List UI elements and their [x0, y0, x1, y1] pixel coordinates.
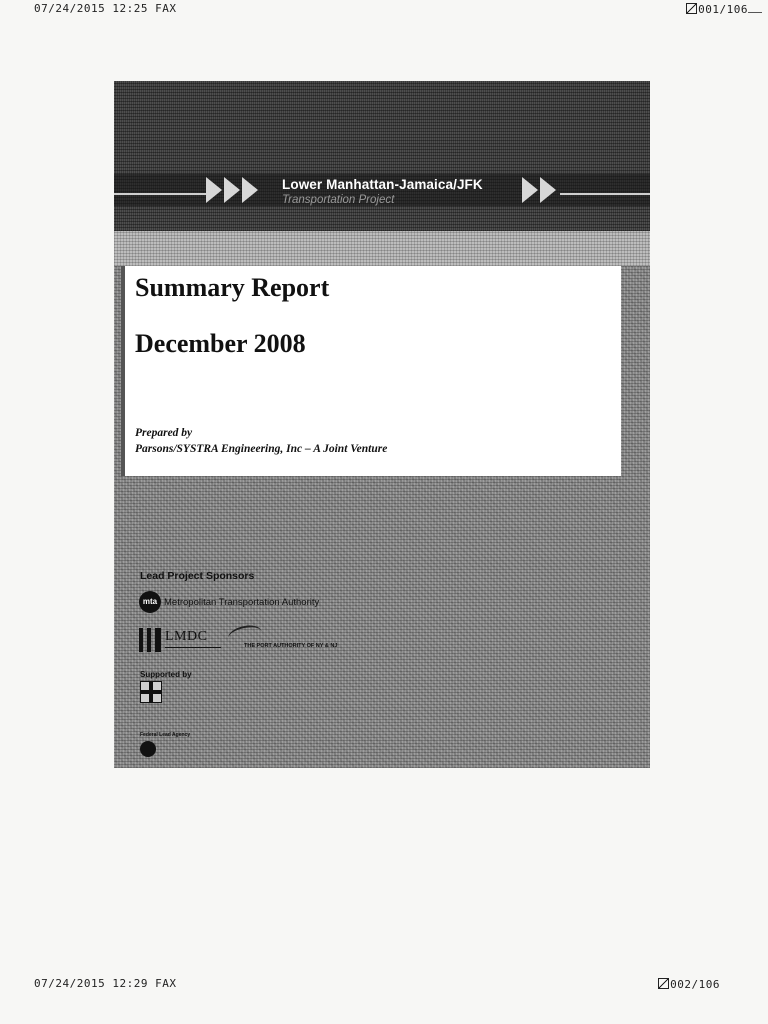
- fax-page-number: 001/106: [698, 3, 748, 16]
- dot-logo-icon: [140, 741, 156, 757]
- supported-by-heading: Supported by: [140, 670, 192, 679]
- port-authority-name: THE PORT AUTHORITY OF NY & NJ: [244, 643, 338, 649]
- report-title: Summary Report: [135, 273, 330, 302]
- banner-arrows-left-icon: [206, 177, 258, 203]
- project-title: Lower Manhattan-Jamaica/JFK: [282, 177, 483, 192]
- state-seal-icon: [140, 681, 162, 703]
- sponsors-heading: Lead Project Sponsors: [140, 570, 255, 582]
- mta-logo: mta: [139, 591, 161, 613]
- banner-arrow-line-right: [560, 193, 650, 195]
- cover-header-band: [114, 81, 650, 231]
- fax-footer-page-number: 002/106: [670, 978, 720, 991]
- title-panel: [121, 266, 621, 476]
- fax-page-counter: [686, 2, 748, 16]
- fax-footer-page-counter: [658, 977, 720, 991]
- prepared-by-organization: Parsons/SYSTRA Engineering, Inc – A Joint Venture: [135, 443, 388, 455]
- edge-mark: [748, 12, 762, 13]
- lmdc-rule: [165, 647, 221, 648]
- lmdc-logo-icon: [139, 628, 161, 652]
- fax-header-timestamp: 07/24/2015 12:25 FAX: [34, 2, 177, 15]
- report-date: December 2008: [135, 329, 306, 358]
- report-cover: [114, 81, 650, 768]
- federal-agency-heading: Federal Lead Agency: [140, 732, 191, 738]
- fax-icon: [686, 3, 697, 14]
- fax-footer-timestamp: 07/24/2015 12:29 FAX: [34, 977, 177, 990]
- project-subtitle: Transportation Project: [282, 194, 395, 206]
- lmdc-name: LMDC: [165, 629, 208, 644]
- prepared-by-label: Prepared by: [135, 427, 193, 439]
- mta-name: Metropolitan Transportation Authority: [164, 597, 320, 608]
- banner-arrow-line-left: [114, 193, 206, 195]
- banner-arrows-right-icon: [522, 177, 556, 203]
- fax-icon: [658, 978, 669, 989]
- cover-header-fade: [114, 231, 650, 266]
